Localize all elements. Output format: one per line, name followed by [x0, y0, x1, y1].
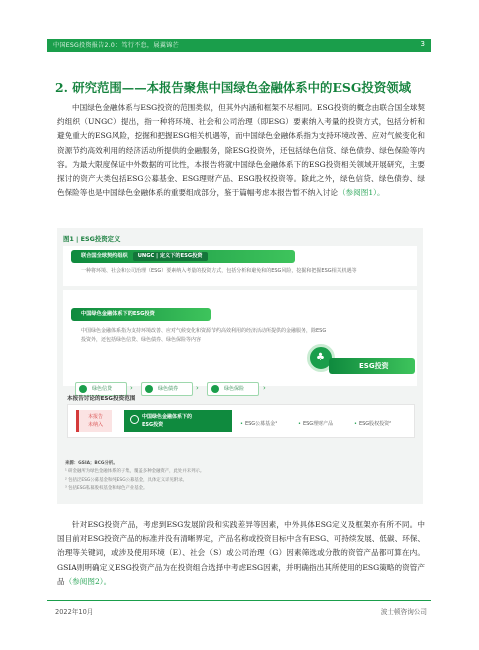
- globe-icon: [130, 415, 139, 424]
- body-paragraph-2: [57, 518, 425, 589]
- figure-1-reference-link[interactable]: （参阅图1）。: [337, 188, 385, 198]
- header-title: 中国ESG投资报告2.0：笃行不怠，展翼锦芒: [53, 42, 179, 49]
- leaf-icon: [145, 385, 153, 393]
- figure-2-reference-link[interactable]: （参阅图2）。: [64, 576, 112, 586]
- paragraph-1-text: 中国绿色金融体系与ESG投资的范围类似，但其外内涵和框架不尽相同。ESG投资的概念由联合国全球契约组织（UNGC）提出，指一种将环境、社会和公司治理（即ESG）要素纳入考量的投资方式，包括分析和避免重大的ESG风险，挖掘和把握ESG相关机遇等，而中国绿色金融体系指为支持环境改善、应对气候变化和资源节约高效利用的经济活动所提供的金融服务，除ESG投资外，还包括绿色信贷、绿色债券、绿色保险等内容。为最大限度保证中外数据的可比性，本报告将就中国绿色金融体系下的ESG投资相关领域开展研究，主要探讨的资产大类包括ESG公募基金、ESG理财产品、ESG股权投资等。除此之外，绿色信贷、绿色债券、绿色保险等也是中国绿色金融体系的重要组成部分，鉴于篇幅考虑本报告暂不纳入讨论: [57, 103, 425, 198]
- chip-green-insurance: [207, 382, 259, 396]
- chip-green-insurance-label: 绿色保险: [224, 386, 245, 392]
- scope-item-wealth-products: • ESG理财产品: [298, 421, 334, 427]
- figure-1: [57, 228, 423, 504]
- scope-main-tag: [124, 410, 232, 432]
- chip-green-bond: [141, 382, 193, 396]
- ungc-pill-label: 联合国全球契约组织: [81, 253, 128, 259]
- scope-label: 本报告讨论的ESG投资范围: [67, 396, 136, 402]
- footer-divider: [47, 600, 431, 601]
- chevron-right-icon: ›: [130, 384, 133, 392]
- figure-notes: [65, 460, 204, 494]
- paragraph-2-text: 针对ESG投资产品，考虑到ESG发展阶段和实践差异等因素，中外具体ESG定义及框架亦有所不同。中国目前对ESG投资产品的标准并没有清晰界定，产品名称或投资目标中含有ESG、可持续发展、低碳、环保、治理等关键词，或涉及使用环境（E）、社会（S）或公司治理（G）因素筛选或分散的资管产品都可算在内。GSIA则明确定义ESG投资产品为在投资组合选择中考虑ESG因素，并明确指出其所使用的ESG策略的资管产品: [57, 520, 425, 586]
- running-header: [47, 39, 431, 52]
- leaf-icon: ♣: [316, 352, 325, 363]
- body-paragraph-1: [57, 101, 425, 200]
- footer-date: 2022年10月: [55, 608, 94, 616]
- chevron-right-icon: ›: [196, 384, 199, 392]
- scope-excluded-tag: [76, 410, 112, 432]
- esg-investment-label: ESG投资: [329, 358, 415, 374]
- figure-note-3: ³ 包括ESG私募股权基金和绿色产业基金。: [65, 486, 148, 492]
- chip-green-bond-label: 绿色债券: [158, 386, 179, 392]
- section-title: 2. 研究范围——本报告聚焦中国绿色金融体系中的ESG投资领域: [55, 80, 411, 95]
- footer-org: 波士顿咨询公司: [380, 608, 427, 616]
- figure-source: 来源：GSIA；BCG分析。: [65, 461, 118, 466]
- scope-excluded-line1: 本报告: [87, 414, 103, 420]
- leaf-icon: [79, 385, 87, 393]
- ungc-definition-text: 一种将环境、社会和公司治理（ESG）要素纳入考量的投资方式，包括分析和避免和的ESG风险，挖掘和把握ESG相关机遇等: [81, 268, 357, 274]
- scope-item-label: ESG股权投资²: [358, 421, 392, 427]
- chip-green-credit-label: 绿色信贷: [92, 386, 113, 392]
- ungc-definition-box: [63, 246, 417, 286]
- scope-item-label: ESG理财产品: [302, 421, 334, 427]
- scope-item-label: ESG公募基金¹: [244, 421, 278, 427]
- scope-excluded-line2: 未纳入: [87, 422, 103, 428]
- leaf-icon: [211, 385, 219, 393]
- figure-note-1: ¹ 研金融所为绿色金融体系的子集，覆盖多种金融资产，此处并未列示。: [65, 469, 205, 475]
- scope-box: [67, 404, 415, 438]
- scope-item-public-funds: • ESG公募基金¹: [240, 421, 278, 427]
- china-green-finance-text: 中国绿色金融体系指为支持环境改善、应对气候变化和资源节约高效利用的经济活动所提供的金融服务，除ESG投资外，还包括绿色信贷、绿色债券、绿色保险等内容: [81, 328, 327, 343]
- ungc-pill-tag: UNGC | 定义下的ESG投资: [133, 252, 208, 261]
- chevron-right-icon: ›: [263, 384, 266, 392]
- ungc-pill: [71, 250, 295, 263]
- scope-item-equity: • ESG股权投资²: [354, 421, 392, 427]
- page-number: 3: [420, 40, 425, 48]
- scope-main-line2: ESG投资: [142, 422, 164, 428]
- figure-title: 图1 | ESG投资定义: [63, 235, 121, 243]
- china-green-finance-pill: 中国绿色金融体系下的ESG投资: [71, 308, 211, 321]
- figure-note-2: ² 包括泛ESG公募基金和纯ESG公募基金，具体定义详见附录。: [65, 477, 188, 483]
- scope-main-line1: 中国绿色金融体系下的: [142, 414, 193, 420]
